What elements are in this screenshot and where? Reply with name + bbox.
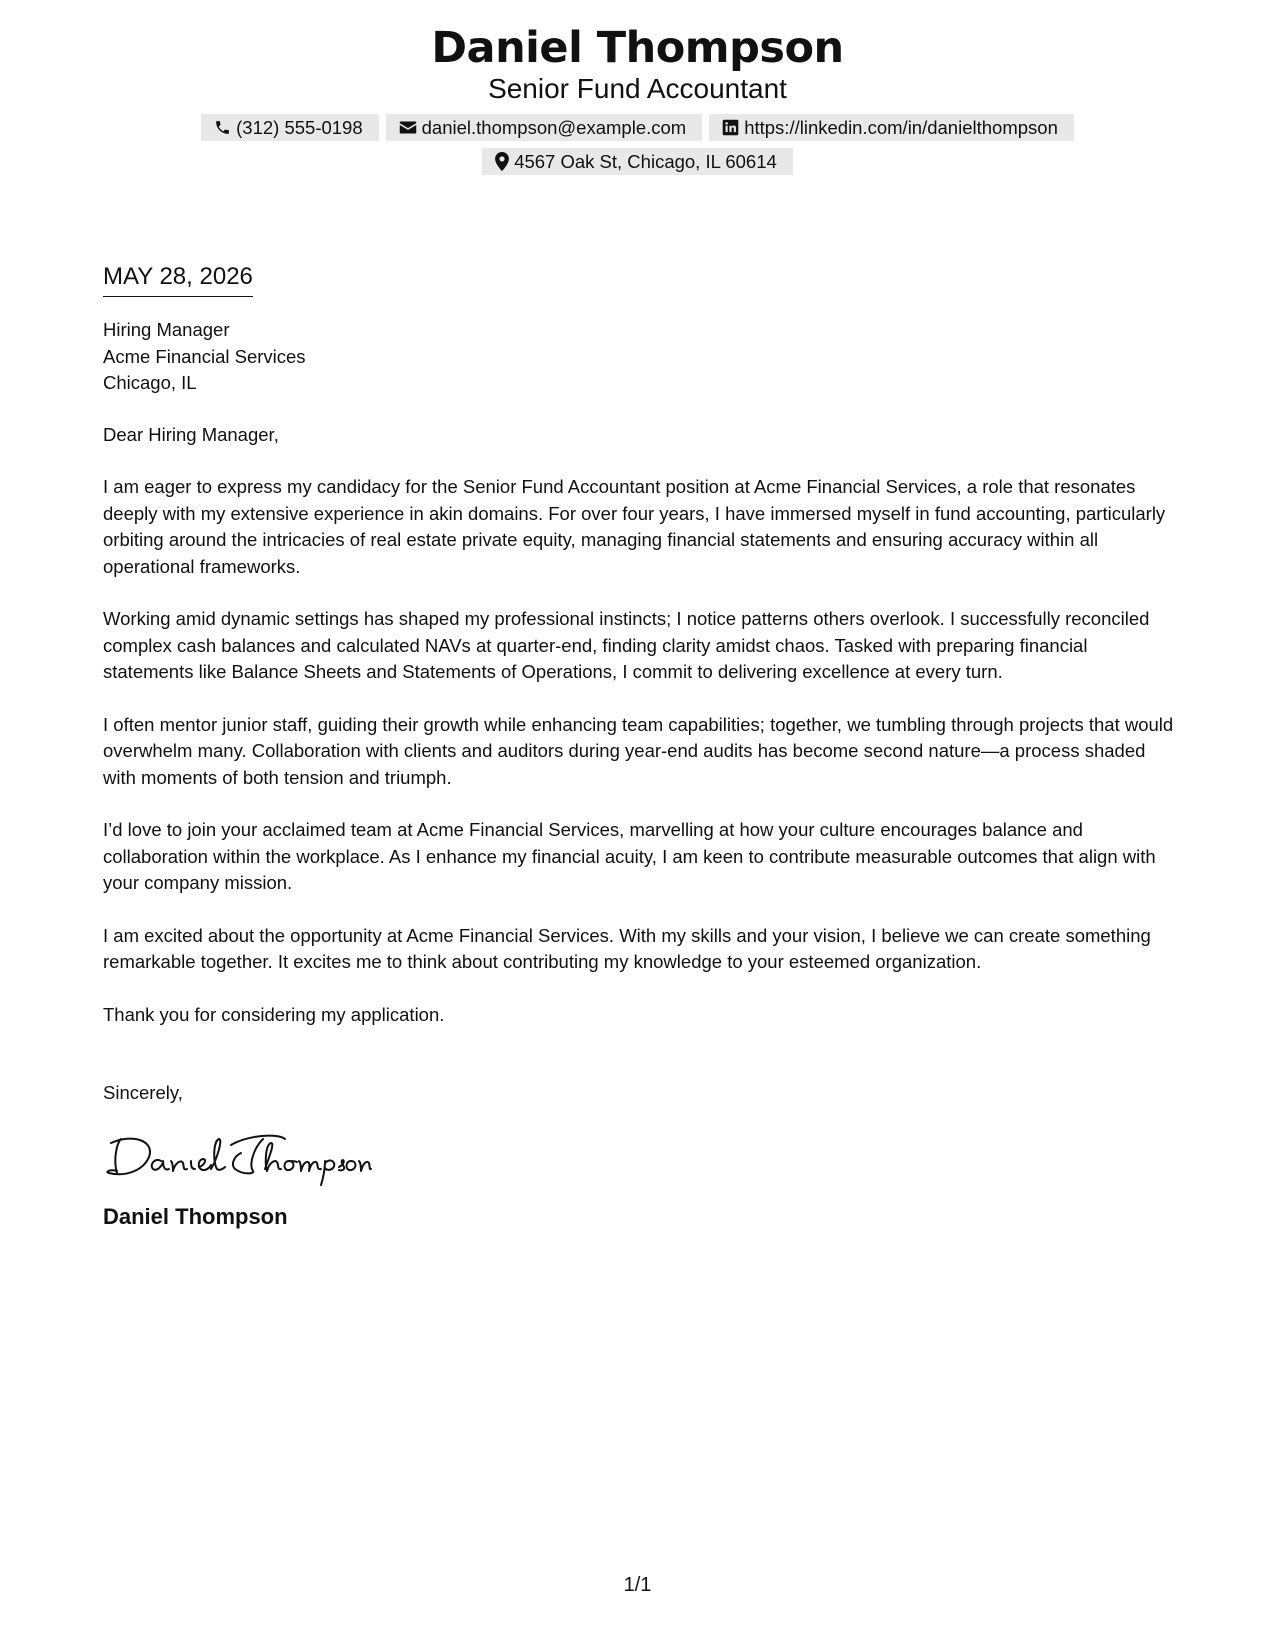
address-chip (482, 148, 793, 175)
handwritten-signature (103, 1129, 373, 1189)
body-paragraph: Thank you for considering my application. (103, 1003, 445, 1025)
address-row (0, 148, 1275, 175)
recipient-company: Acme Financial Services (103, 345, 306, 367)
phone-text: (312) 555-0198 (236, 117, 363, 138)
signer-name: Daniel Thompson (103, 1203, 288, 1229)
contact-row (0, 114, 1275, 141)
linkedin-icon (722, 119, 739, 136)
recipient-location: Chicago, IL (103, 372, 197, 393)
recipient-line: Hiring Manager (103, 319, 230, 340)
body-paragraph: Working amid dynamic settings has shaped my professional instincts; I notice patterns others overlook. I successfully reconciled complex cash balances and calculated NAVs at quarter-end, finding clarity amidst chaos. Tasked with preparing financial statements like Balance Sheets and Statements of Operations, I commit to delivering excellence at every turn. (103, 608, 1150, 682)
email-text: daniel.thompson@example.com (421, 117, 687, 138)
letter-date: MAY 28, 2026 (103, 262, 253, 297)
salutation: Dear Hiring Manager, (103, 423, 279, 445)
body-paragraph: I often mentor junior staff, guiding their growth while enhancing team capabilities; together, we tumbling through projects that would overwhelm many. Collaboration with clients and auditors during year-end audits has become second nature—a process shaded with moments of both tension and triumph. (103, 713, 1174, 788)
phone-icon (214, 119, 231, 136)
body-paragraph: I’d love to join your acclaimed team at Acme Financial Services, marvelling at how your culture encourages balance and collaboration within the workplace. As I enhance my financial acuity, I am keen to contribute measurable outcomes that align with your company mission. (103, 819, 1156, 893)
applicant-title: Senior Fund Accountant (488, 73, 787, 104)
page-number: 1/1 (623, 1574, 652, 1596)
map-pin-icon (495, 152, 509, 171)
recipient-block (103, 317, 1183, 397)
phone-chip[interactable] (201, 114, 379, 141)
applicant-name: Daniel Thompson (431, 23, 844, 73)
linkedin-text: https://linkedin.com/in/danielthompson (744, 117, 1058, 138)
body-paragraph: I am excited about the opportunity at Acme Financial Services. With my skills and your vision, I believe we can create something remarkable together. It excites me to think about contributing my knowledge to your esteemed organization. (103, 924, 1151, 972)
letter-body (103, 262, 1183, 1231)
body-paragraph: I am eager to express my candidacy for the Senior Fund Accountant position at Acme Financial Services, a role that resonates deeply with my extensive experience in akin domains. For over four years, I have immersed myself in fund accounting, particularly orbiting around the intricacies of real estate private equity, managing financial statements and ensuring accuracy within all operational frameworks. (103, 476, 1166, 577)
letter-header (0, 22, 1275, 175)
closing: Sincerely, (103, 1082, 183, 1103)
linkedin-chip[interactable] (709, 114, 1074, 141)
address-text: 4567 Oak St, Chicago, IL 60614 (514, 151, 777, 172)
envelope-icon (399, 120, 417, 135)
email-chip[interactable] (386, 114, 703, 141)
